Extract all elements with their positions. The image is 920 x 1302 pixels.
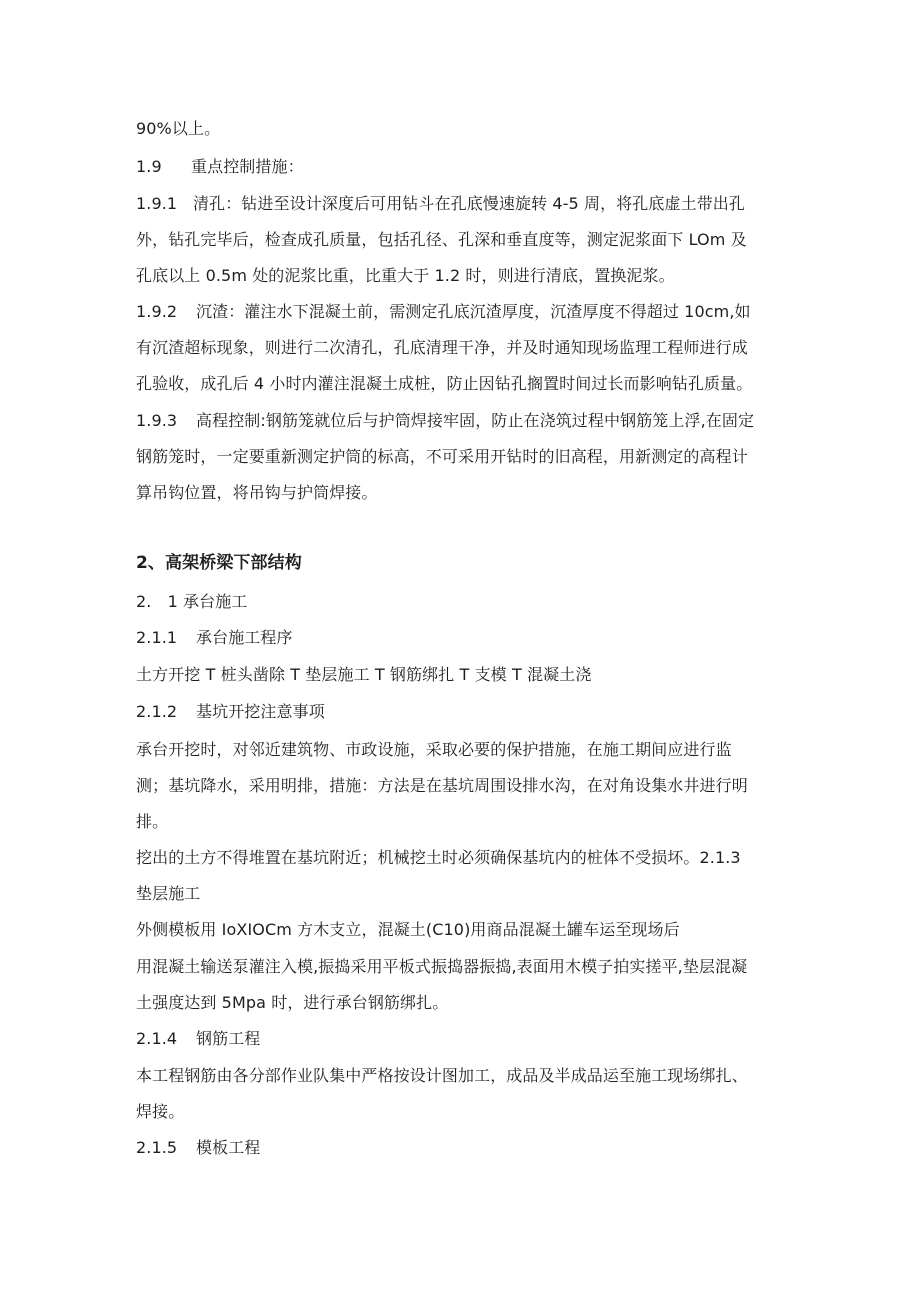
text-line: 本工程钢筋由各分部作业队集中严格按设计图加工，成品及半成品运至施工现场绑扎、 bbox=[136, 1066, 748, 1085]
text-line: 焊接。 bbox=[136, 1102, 185, 1121]
section-title: 基坑开挖注意事项 bbox=[196, 702, 325, 721]
text-line: 用混凝土输送泵灌注入模,振捣采用平板式振捣器振捣,表面用木模子拍实搓平,垫层混凝 bbox=[136, 957, 748, 976]
text-line: 外侧模板用 IoXIOCm 方木支立，混凝土(C10)用商品混凝土罐车运至现场后 bbox=[136, 920, 680, 939]
section-heading-2-1-4 bbox=[136, 1029, 260, 1049]
paragraph-1-9-3 bbox=[136, 411, 754, 431]
section-title: 承台施工程序 bbox=[196, 628, 293, 647]
section-heading-2-1-2 bbox=[136, 702, 325, 722]
text-line: 土强度达到 5Mpa 时，进行承台钢筋绑扎。 bbox=[136, 993, 449, 1012]
text-line: 孔验收，成孔后 4 小时内灌注混凝土成桩，防止因钻孔搁置时间过长而影响钻孔质量。 bbox=[136, 374, 753, 393]
section-number: 1.9.3 bbox=[136, 411, 178, 430]
paragraph-1-9-1 bbox=[136, 194, 745, 214]
section-number: 1.9.1 bbox=[136, 194, 178, 213]
text-line: 挖出的土方不得堆置在基坑附近；机械挖土时必须确保基坑内的桩体不受损坏。2.1.3 bbox=[136, 848, 741, 867]
text-line: 外，钻孔完毕后，检查成孔质量，包括孔径、孔深和垂直度等，测定泥浆面下 LOm 及 bbox=[136, 230, 747, 249]
text-line: 钢筋笼时，一定要重新测定护筒的标高，不可采用开钻时的旧高程，用新测定的高程计 bbox=[136, 447, 748, 466]
text-line: 90%以上。 bbox=[136, 119, 221, 138]
section-heading-2-1: 2. 1 承台施工 bbox=[136, 592, 248, 611]
chapter-heading-2: 2、高架桥梁下部结构 bbox=[136, 553, 302, 573]
section-title: 模板工程 bbox=[196, 1138, 261, 1157]
paragraph-text: 沉渣：灌注水下混凝土前，需测定孔底沉渣厚度，沉渣厚度不得超过 10cm,如 bbox=[196, 302, 751, 321]
text-line: 土方开挖 T 桩头凿除 T 垫层施工 T 钢筋绑扎 T 支模 T 混凝土浇 bbox=[136, 665, 592, 684]
text-line: 垫层施工 bbox=[136, 884, 201, 903]
section-heading-2-1-1 bbox=[136, 628, 293, 648]
section-number: 1.9.2 bbox=[136, 302, 178, 321]
text-line: 承台开挖时，对邻近建筑物、市政设施，采取必要的保护措施，在施工期间应进行监 bbox=[136, 740, 732, 759]
section-number: 2.1.5 bbox=[136, 1138, 178, 1157]
paragraph-text: 高程控制:钢筋笼就位后与护筒焊接牢固，防止在浇筑过程中钢筋笼上浮,在固定 bbox=[196, 411, 755, 430]
text-line: 孔底以上 0.5m 处的泥浆比重，比重大于 1.2 时，则进行清底，置换泥浆。 bbox=[136, 266, 675, 285]
section-title: 重点控制措施： bbox=[191, 157, 304, 176]
section-title: 钢筋工程 bbox=[196, 1029, 261, 1048]
paragraph-1-9-2 bbox=[136, 302, 751, 322]
paragraph-text: 清孔：钻进至设计深度后可用钻斗在孔底慢速旋转 4-5 周，将孔底虚土带出孔 bbox=[193, 194, 746, 213]
section-number: 2.1.4 bbox=[136, 1029, 178, 1048]
section-number: 2.1.2 bbox=[136, 702, 178, 721]
section-heading-2-1-5 bbox=[136, 1138, 260, 1158]
section-number: 1.9 bbox=[136, 157, 162, 176]
text-line: 测；基坑降水，采用明排，措施：方法是在基坑周围设排水沟，在对角设集水井进行明 bbox=[136, 776, 748, 795]
text-line: 有沉渣超标现象，则进行二次清孔，孔底清理干净，并及时通知现场监理工程师进行成 bbox=[136, 338, 748, 357]
text-line: 算吊钩位置，将吊钩与护筒焊接。 bbox=[136, 483, 378, 502]
section-heading-1-9 bbox=[136, 157, 304, 177]
text-line: 排。 bbox=[136, 812, 169, 831]
section-number: 2.1.1 bbox=[136, 628, 178, 647]
